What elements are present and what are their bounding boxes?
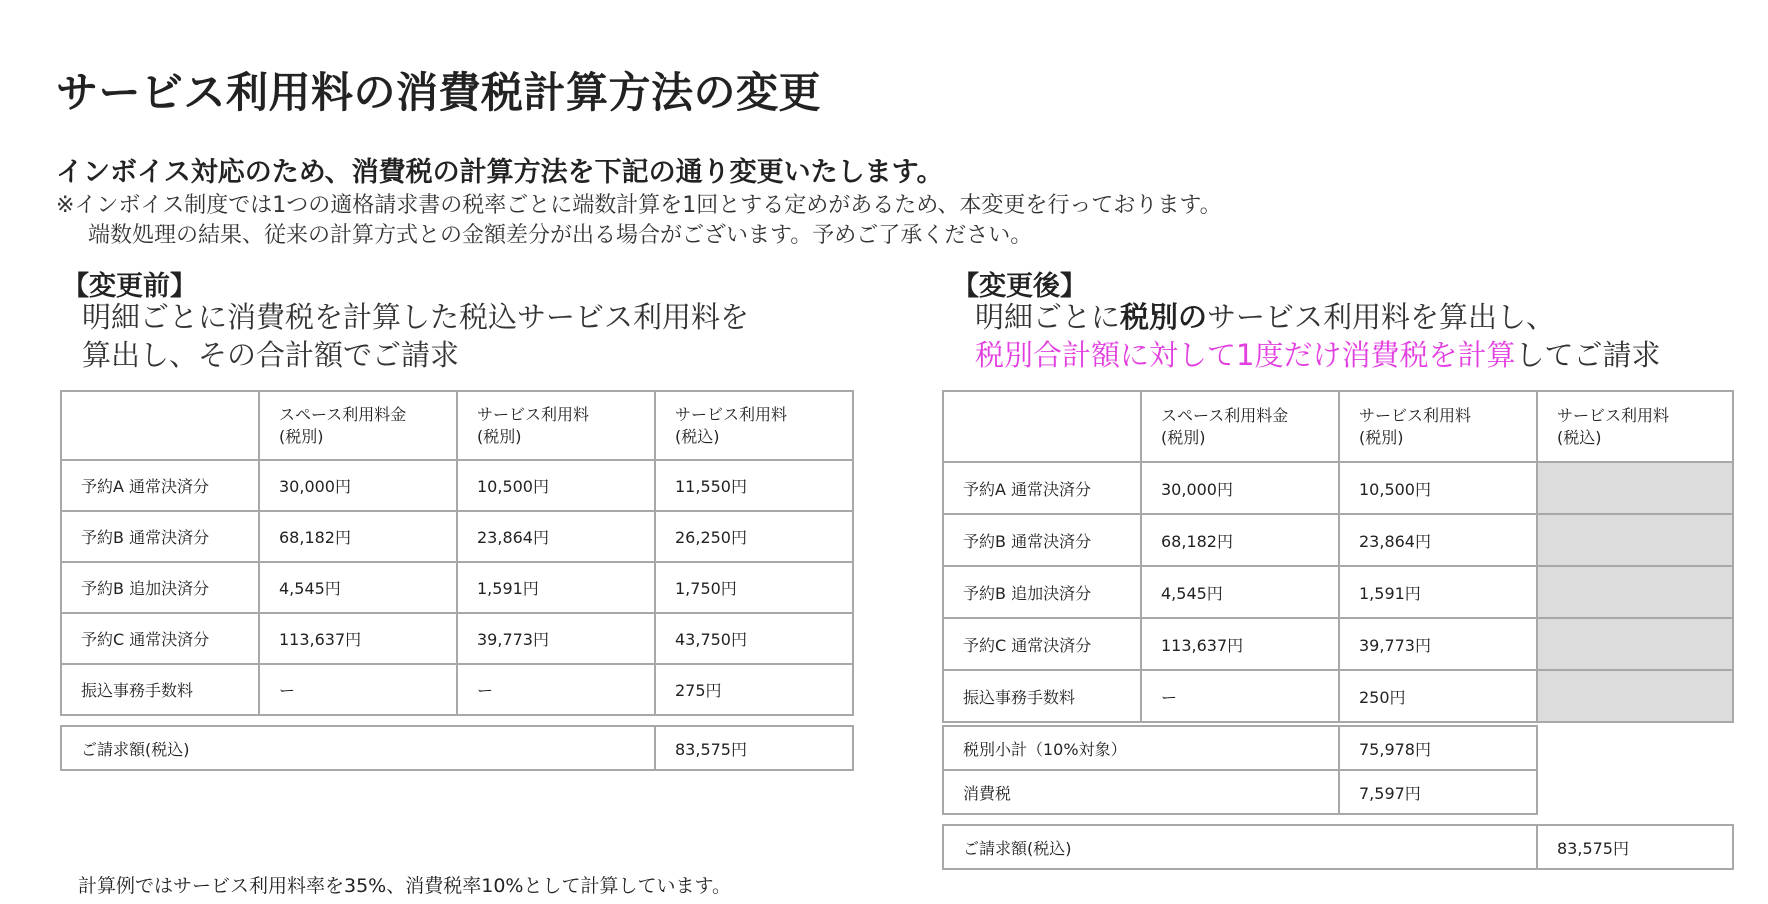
shaded-cell <box>1537 566 1733 618</box>
after-header-cell <box>1339 391 1537 462</box>
table-cell: 43,750円 <box>655 613 853 664</box>
table-cell: 1,591円 <box>457 562 655 613</box>
header-line: スペース利用料金 <box>1161 405 1289 425</box>
total-value: 83,575円 <box>655 726 853 770</box>
page-title: サービス利用料の消費税計算方法の変更 <box>56 68 822 117</box>
total-label: ご請求額(税込) <box>943 825 1537 869</box>
after-desc-highlight: 税別合計額に対して1度だけ消費税を計算 <box>975 338 1516 372</box>
tax-value: 7,597円 <box>1339 770 1537 814</box>
after-total-table <box>942 824 1734 870</box>
table-row <box>61 562 853 613</box>
table-cell: 10,500円 <box>457 460 655 511</box>
before-heading: 【変更前】 <box>62 271 197 302</box>
shaded-cell <box>1537 514 1733 566</box>
after-header-row <box>943 391 1733 462</box>
table-cell: 39,773円 <box>457 613 655 664</box>
row-label: 振込事務手数料 <box>943 670 1141 722</box>
table-row <box>61 664 853 715</box>
row-label: 予約B 通常決済分 <box>61 511 259 562</box>
header-line: サービス利用料 <box>1557 405 1670 425</box>
total-value: 83,575円 <box>1537 825 1733 869</box>
header-line: (税別) <box>279 426 324 446</box>
header-line: (税込) <box>675 426 720 446</box>
table-cell: ー <box>1141 670 1339 722</box>
after-header-cell <box>943 391 1141 462</box>
before-desc-line-2: 算出し、その合計額でご請求 <box>82 338 460 372</box>
before-header-cell <box>655 391 853 460</box>
shaded-cell <box>1537 462 1733 514</box>
table-cell: 23,864円 <box>1339 514 1537 566</box>
header-line: (税別) <box>1359 427 1404 447</box>
before-desc-line-1: 明細ごとに消費税を計算した税込サービス利用料を <box>82 300 750 334</box>
after-desc-text: 明細ごとに <box>975 300 1121 334</box>
table-cell: 26,250円 <box>655 511 853 562</box>
footnote: 計算例ではサービス利用料率を35%、消費税率10%として計算しています。 <box>78 875 731 897</box>
header-line: (税込) <box>1557 427 1602 447</box>
header-line: スペース利用料金 <box>279 404 407 424</box>
table-row <box>943 514 1733 566</box>
note-line-1: ※インボイス制度では1つの適格請求書の税率ごとに端数計算を1回とする定めがあるため、本変更を行っております。 <box>56 193 1222 218</box>
table-cell: 250円 <box>1339 670 1537 722</box>
before-description <box>82 298 749 374</box>
row-label: 予約C 通常決済分 <box>943 618 1141 670</box>
total-row <box>61 726 853 770</box>
after-desc-text: サービス利用料を算出し、 <box>1207 300 1556 334</box>
table-cell: 11,550円 <box>655 460 853 511</box>
before-header-cell <box>457 391 655 460</box>
after-desc-line-2 <box>975 336 1660 374</box>
table-cell: 23,864円 <box>457 511 655 562</box>
table-cell: ー <box>457 664 655 715</box>
header-line: (税別) <box>477 426 522 446</box>
note-line-2: 端数処理の結果、従来の計算方式との金額差分が出る場合がございます。予めご了承ください。 <box>88 223 1033 248</box>
table-row <box>61 460 853 511</box>
table-cell: 1,591円 <box>1339 566 1537 618</box>
before-total-table <box>60 725 854 771</box>
subtotal-label: 税別小計（10%対象） <box>943 726 1339 770</box>
table-row <box>61 613 853 664</box>
table-cell: 39,773円 <box>1339 618 1537 670</box>
table-cell: 4,545円 <box>1141 566 1339 618</box>
table-row <box>943 618 1733 670</box>
row-label: 予約B 追加決済分 <box>61 562 259 613</box>
row-label: 予約B 追加決済分 <box>943 566 1141 618</box>
header-line: サービス利用料 <box>1359 405 1472 425</box>
header-line: (税別) <box>1161 427 1206 447</box>
header-line: サービス利用料 <box>675 404 788 424</box>
subtotal-row <box>943 726 1537 770</box>
total-label: ご請求額(税込) <box>61 726 655 770</box>
table-cell: 113,637円 <box>259 613 457 664</box>
table-row <box>61 511 853 562</box>
table-row <box>943 670 1733 722</box>
before-header-row <box>61 391 853 460</box>
row-label: 予約A 通常決済分 <box>61 460 259 511</box>
tax-label: 消費税 <box>943 770 1339 814</box>
after-header-cell <box>1141 391 1339 462</box>
table-cell: 10,500円 <box>1339 462 1537 514</box>
header-line: サービス利用料 <box>477 404 590 424</box>
table-cell: 30,000円 <box>259 460 457 511</box>
before-table <box>60 390 854 716</box>
after-table <box>942 390 1734 723</box>
after-description <box>975 298 1660 374</box>
table-cell: 68,182円 <box>1141 514 1339 566</box>
shaded-cell <box>1537 618 1733 670</box>
row-label: 予約B 通常決済分 <box>943 514 1141 566</box>
after-subtotal-table <box>942 725 1538 815</box>
before-header-cell <box>259 391 457 460</box>
row-label: 予約C 通常決済分 <box>61 613 259 664</box>
table-cell: 68,182円 <box>259 511 457 562</box>
table-cell: 113,637円 <box>1141 618 1339 670</box>
shaded-cell <box>1537 670 1733 722</box>
row-label: 振込事務手数料 <box>61 664 259 715</box>
table-row <box>943 566 1733 618</box>
tax-row <box>943 770 1537 814</box>
table-row <box>943 462 1733 514</box>
after-desc-line-1 <box>975 298 1660 336</box>
after-desc-text: してご請求 <box>1515 338 1661 372</box>
subtotal-value: 75,978円 <box>1339 726 1537 770</box>
total-row <box>943 825 1733 869</box>
table-cell: 4,545円 <box>259 562 457 613</box>
table-cell: 30,000円 <box>1141 462 1339 514</box>
after-heading: 【変更後】 <box>952 271 1087 302</box>
table-cell: ー <box>259 664 457 715</box>
table-cell: 275円 <box>655 664 853 715</box>
table-cell: 1,750円 <box>655 562 853 613</box>
after-header-cell <box>1537 391 1733 462</box>
before-header-cell <box>61 391 259 460</box>
row-label: 予約A 通常決済分 <box>943 462 1141 514</box>
after-desc-bold: 税別の <box>1120 300 1208 334</box>
lead-text: インボイス対応のため、消費税の計算方法を下記の通り変更いたします。 <box>56 157 944 188</box>
